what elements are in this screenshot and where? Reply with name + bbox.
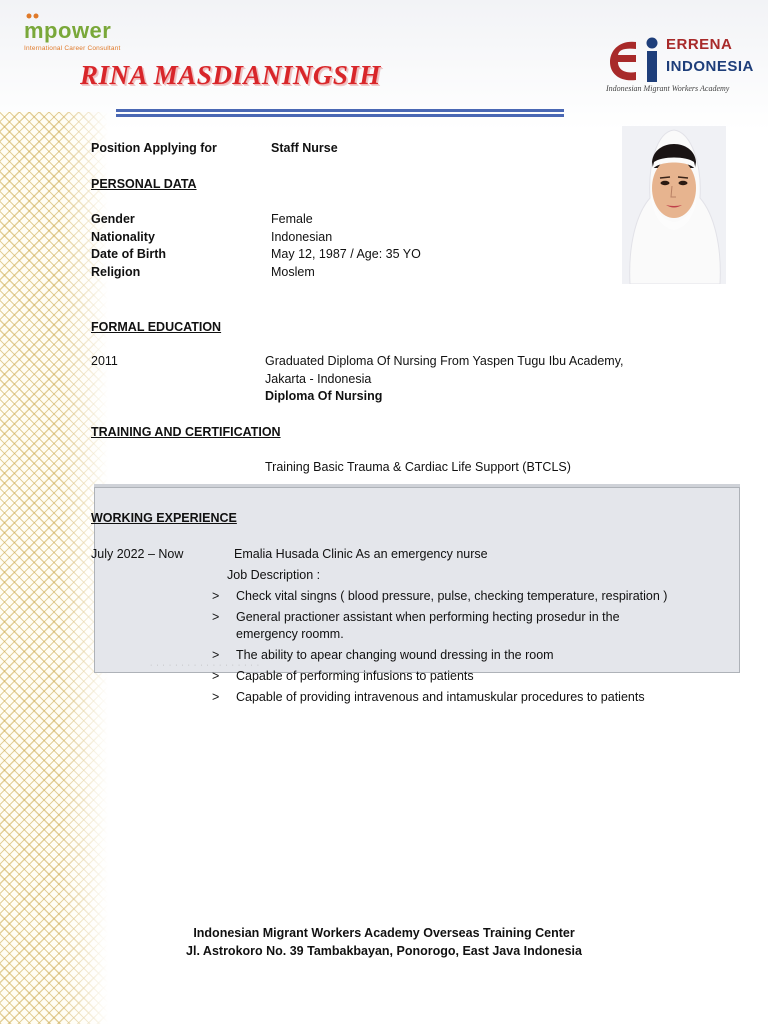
- bullet-marker: >: [212, 610, 220, 624]
- duty-item: Capable of providing intravenous and intamuskular procedures to patients: [236, 690, 645, 704]
- bullet-marker: >: [212, 648, 220, 662]
- duty-item: Capable of performing infusions to patients: [236, 669, 474, 683]
- errena-logo-line1: ERRENA: [666, 36, 733, 53]
- bullet-marker: >: [212, 589, 220, 603]
- position-label: Position Applying for: [91, 141, 217, 155]
- date-of-birth-label: Date of Birth: [91, 247, 166, 261]
- nationality-label: Nationality: [91, 230, 155, 244]
- religion-value: Moslem: [271, 265, 315, 279]
- nationality-value: Indonesian: [271, 230, 333, 244]
- working-experience-heading: WORKING EXPERIENCE: [91, 511, 237, 525]
- position-value: Staff Nurse: [271, 141, 338, 155]
- duty-item: The ability to apear changing wound dressing in the room: [236, 648, 554, 662]
- errena-logo-subtitle: Indonesian Migrant Workers Academy: [606, 84, 730, 93]
- duty-item-continuation: emergency roomm.: [236, 627, 344, 641]
- mpower-logo-tagline: International Career Consultant: [24, 45, 121, 52]
- gender-label: Gender: [91, 212, 135, 226]
- education-line2: Jakarta - Indonesia: [265, 372, 372, 386]
- training-heading: TRAINING AND CERTIFICATION: [91, 425, 281, 439]
- formal-education-heading: FORMAL EDUCATION: [91, 320, 222, 334]
- job-description-label: Job Description :: [227, 568, 321, 582]
- bullet-marker: >: [212, 669, 220, 683]
- gender-value: Female: [271, 212, 313, 226]
- personal-data-heading: PERSONAL DATA: [91, 177, 197, 191]
- footer-line2: Jl. Astrokoro No. 39 Tambakbayan, Ponorogo, East Java Indonesia: [186, 944, 582, 958]
- footer-line1: Indonesian Migrant Workers Academy Overseas Training Center: [193, 926, 575, 940]
- date-of-birth-value: May 12, 1987 / Age: 35 YO: [271, 247, 421, 261]
- religion-label: Religion: [91, 265, 141, 279]
- candidate-photo: [622, 126, 726, 284]
- duty-item: General practioner assistant when performing hecting prosedur in the: [236, 610, 620, 624]
- errena-logo-line2: INDONESIA: [666, 58, 754, 75]
- title-underline: [116, 109, 564, 112]
- errena-logo-mark-icon: [606, 36, 666, 84]
- title-underline-second: [116, 114, 564, 117]
- bullet-marker: >: [212, 690, 220, 704]
- mpower-logo-name: mpower: [24, 18, 112, 43]
- experience-employer: Emalia Husada Clinic As an emergency nurse: [234, 547, 488, 561]
- mpower-logo-dots-icon: [26, 12, 40, 20]
- candidate-name: RINA MASDIANINGSIH: [80, 60, 381, 90]
- mpower-logo: [24, 18, 121, 52]
- education-degree: Diploma Of Nursing: [265, 389, 383, 403]
- training-item: Training Basic Trauma & Cardiac Life Support (BTCLS): [265, 460, 571, 474]
- errena-logo: [604, 22, 754, 102]
- experience-period: July 2022 – Now: [91, 547, 184, 561]
- education-year: 2011: [91, 354, 118, 368]
- duty-item: Check vital singns ( blood pressure, pulse, checking temperature, respiration ): [236, 589, 668, 603]
- faint-background-text: · · · · · · · · · · · · · · · · · ·: [150, 662, 261, 669]
- education-line1: Graduated Diploma Of Nursing From Yaspen Tugu Ibu Academy,: [265, 354, 624, 368]
